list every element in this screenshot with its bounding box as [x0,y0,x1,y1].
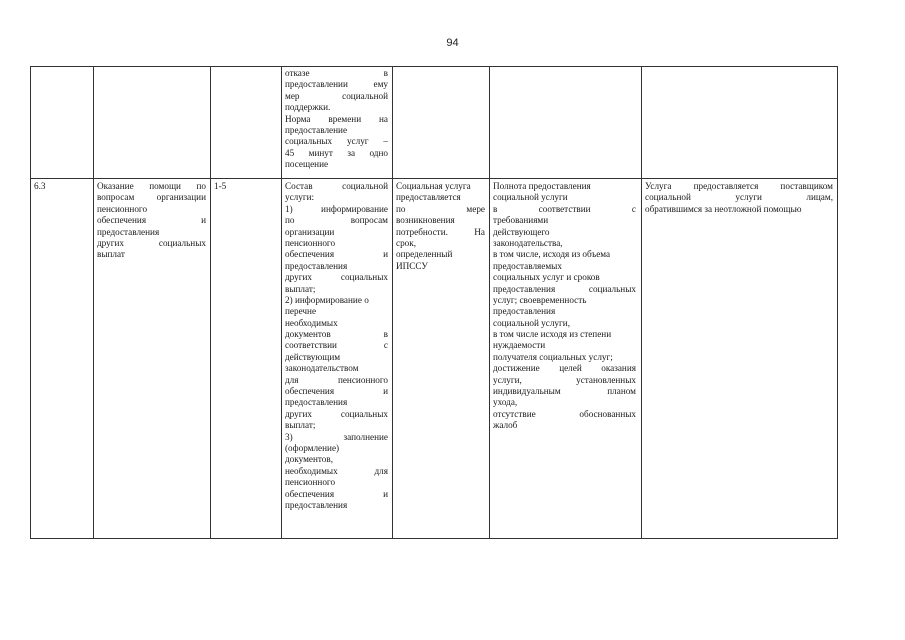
cell-line: для пенсионного [285,374,388,385]
cell-line: социальной услуги [493,192,568,203]
cell-line: действующим [285,351,341,362]
prev-row-content-cell [285,68,388,171]
cell-line: необходимых [285,317,338,328]
cell-line: жалоб [493,420,518,431]
cell-line: документов, [285,454,334,465]
table-rule-col-0 [30,66,31,539]
cell-line: 45 минут за одно [285,147,388,158]
table-rule-col-4 [392,66,393,539]
cell-line: законодательством [285,363,359,374]
cell-line: посещение [285,159,329,170]
cell-line: социальной услуги, [493,317,570,328]
table-rule-col-5 [489,66,490,539]
cell-line: достижение целей оказания [493,363,636,374]
cell-line: поддержки. [285,102,331,113]
cell-line: предоставляемых [493,260,562,271]
cell-line: необходимых для [285,465,388,476]
cell-line: Состав социальной [285,181,388,191]
cell-line: выплат; [285,283,316,294]
service-number: 6.3 [34,181,46,191]
cell-line: предоставления [285,260,348,271]
cell-line: потребности. На [396,226,485,237]
cell-line: предоставлении ему [285,79,388,90]
table-rule-col-7 [837,66,838,539]
cell-line: обеспечения и [97,215,206,226]
cell-line: услуги: [285,192,315,203]
cell-line: по мере [396,203,485,214]
cell-line: документов в [285,329,388,340]
cell-line: Норма времени на [285,113,388,124]
service-term-cell [396,181,485,272]
table-rule-col-1 [93,66,94,539]
cell-line: предоставления [493,306,556,317]
table-rule-top [30,66,838,67]
cell-line: выплат [97,249,125,260]
cell-line: обеспечения и [285,249,388,260]
cell-line: мер социальной [285,90,388,101]
cell-line: в соответствии с [493,203,636,214]
cell-line: отсутствие обоснованных [493,408,636,419]
cell-line: действующего [493,226,550,237]
service-content-cell [285,181,388,511]
cell-line: пенсионного [285,477,336,488]
cell-line: Услуга предоставляется поставщиком [645,181,833,191]
cell-line: ухода, [493,397,518,408]
cell-line: 1) информирование [285,203,388,214]
cell-line: срок, [396,237,417,248]
cell-line: услуг; своевременность [493,294,587,305]
cell-line: нуждаемости [493,340,546,351]
cell-line: других социальных [285,408,388,419]
table-rule-row-divider [30,178,838,179]
cell-line: в том числе исходя из степени [493,329,612,340]
cell-line: (оформление) [285,442,340,453]
cell-line: Полнота предоставления [493,181,591,191]
cell-line: предоставления [285,499,348,510]
cell-line: в том числе, исходя из объема [493,249,611,260]
cell-line: социальной услуги лицам, [645,192,833,203]
cell-line: предоставления [97,226,160,237]
cell-line: обеспечения и [285,386,388,397]
cell-line: по вопросам [285,215,388,226]
cell-line: обратившимся за неотложной помощью [645,203,802,214]
cell-line: социальных услуг – [285,136,388,147]
cell-line: 2) информирование о [285,294,369,305]
cell-line: вопросам организации [97,192,206,203]
cell-line: индивидуальным планом [493,386,636,397]
service-notes-cell [645,181,833,215]
cell-line: определенный [396,249,453,260]
cell-line: пенсионного [97,203,148,214]
cell-line: пенсионного [285,237,336,248]
cell-line: перечне [285,306,317,317]
cell-line: 3) заполнение [285,431,388,442]
service-name-cell [97,181,206,261]
cell-line: других социальных [97,237,206,248]
cell-line: возникновения [396,215,455,226]
cell-line: услуги, установленных [493,374,636,385]
cell-line: социальных услуг и сроков [493,272,600,283]
cell-line: предоставление [285,124,348,135]
table-rule-col-6 [641,66,642,539]
cell-line: требованиями [493,215,549,226]
table-rule-col-2 [210,66,211,539]
cell-line: организации [285,226,335,237]
cell-line: ИПССУ [396,260,428,271]
cell-line: предоставления [285,397,348,408]
cell-line: предоставляется [396,192,461,203]
cell-line: соответствии с [285,340,388,351]
service-quality-cell [493,181,636,432]
cell-line: Оказание помощи по [97,181,206,191]
cell-line: других социальных [285,272,388,283]
table-rule-bottom [30,538,838,539]
cell-line: выплат; [285,420,316,431]
cell-line: законодательства, [493,237,563,248]
cell-line: отказе в [285,68,388,78]
page-number: 94 [446,37,459,49]
service-range: 1-5 [214,181,227,191]
cell-line: Социальная услуга [396,181,471,191]
table-rule-col-3 [281,66,282,539]
cell-line: обеспечения и [285,488,388,499]
cell-line: получателя социальных услуг; [493,351,613,362]
cell-line: предоставления социальных [493,283,636,294]
